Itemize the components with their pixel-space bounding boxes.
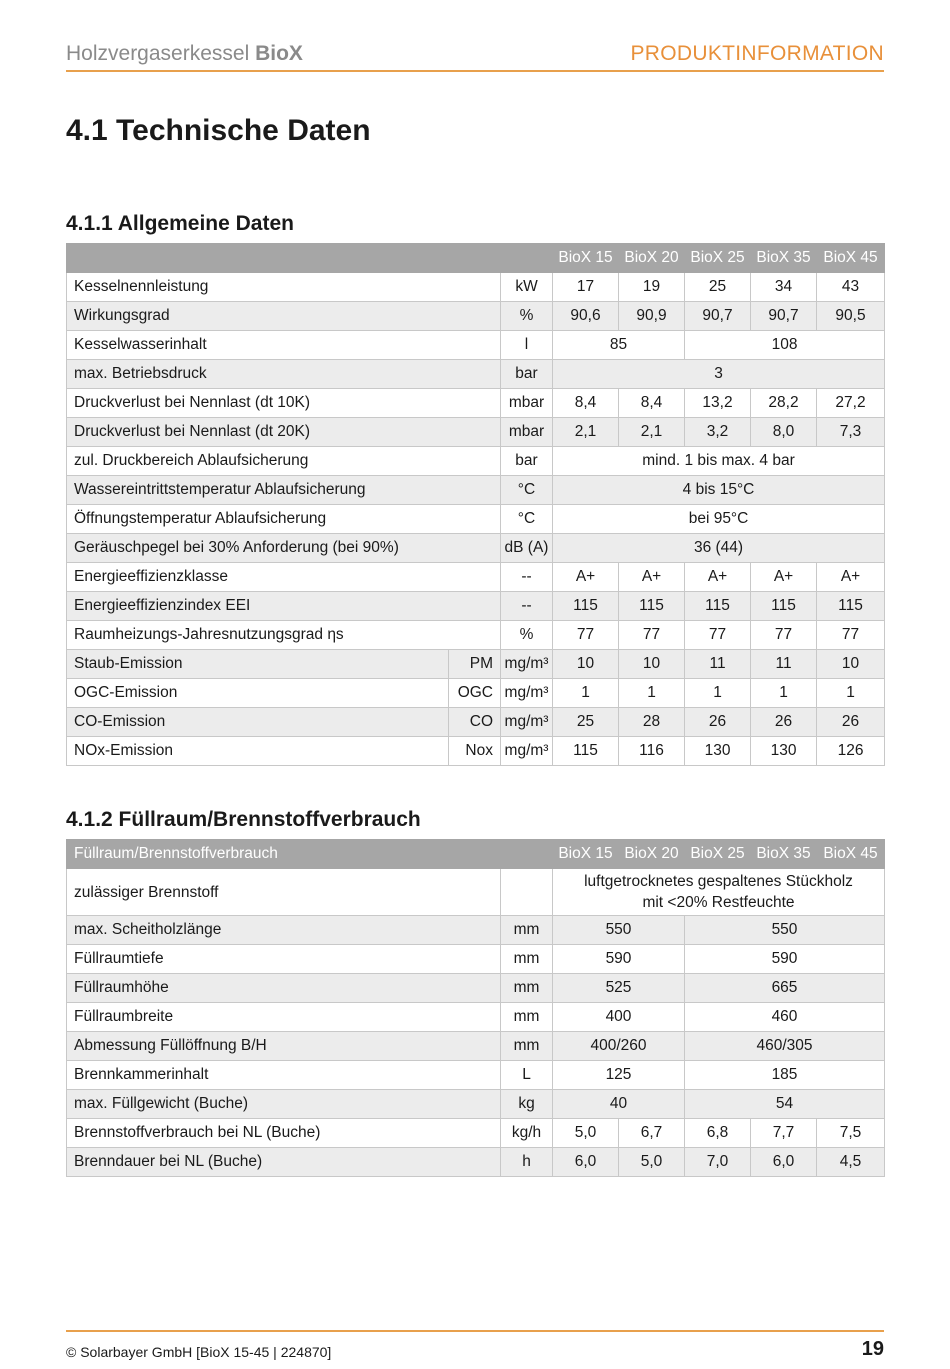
value-cell: 43 — [817, 273, 885, 302]
value-cell: 90,6 — [553, 302, 619, 331]
table-row — [67, 621, 885, 650]
value-cell: 460/305 — [685, 1032, 885, 1061]
table-row — [67, 974, 885, 1003]
model-header: BioX 20 — [619, 244, 685, 273]
row-unit: -- — [501, 563, 553, 592]
value-cell: 3,2 — [685, 418, 751, 447]
value-cell: 13,2 — [685, 389, 751, 418]
table-row — [67, 1119, 885, 1148]
value-cell: 77 — [751, 621, 817, 650]
row-unit: mg/m³ — [501, 679, 553, 708]
row-unit: mbar — [501, 389, 553, 418]
value-cell: 460 — [685, 1003, 885, 1032]
value-cell: 665 — [685, 974, 885, 1003]
model-header: BioX 25 — [685, 244, 751, 273]
value-cell: 115 — [751, 592, 817, 621]
value-cell: 6,8 — [685, 1119, 751, 1148]
table-title: Füllraum/Brennstoffverbrauch — [67, 840, 553, 869]
row-unit: mg/m³ — [501, 708, 553, 737]
row-label: CO-Emission — [67, 708, 449, 737]
value-cell: 130 — [751, 737, 817, 766]
value-cell: 27,2 — [817, 389, 885, 418]
table-row — [67, 869, 885, 916]
footer-copyright: © Solarbayer GmbH [BioX 15-45 | 224870] — [66, 1344, 332, 1360]
table-row — [67, 476, 885, 505]
fuel-line-2: mit <20% Restfeuchte — [642, 894, 795, 911]
row-sublabel: Nox — [449, 737, 501, 766]
row-unit: mm — [501, 1032, 553, 1061]
table-row — [67, 302, 885, 331]
value-cell: 7,5 — [817, 1119, 885, 1148]
value-cell: 130 — [685, 737, 751, 766]
table-row — [67, 360, 885, 389]
table-row — [67, 708, 885, 737]
page-number: 19 — [861, 1338, 884, 1360]
table-row — [67, 1061, 885, 1090]
page-header — [66, 42, 884, 72]
value-cell: 77 — [685, 621, 751, 650]
row-label: max. Betriebsdruck — [67, 360, 501, 389]
table-row — [67, 563, 885, 592]
value-cell: 525 — [553, 974, 685, 1003]
value-cell: 8,4 — [619, 389, 685, 418]
product-name: BioX — [255, 42, 303, 65]
value-cell: 11 — [751, 650, 817, 679]
value-cell: 115 — [619, 592, 685, 621]
row-unit: bar — [501, 447, 553, 476]
value-cell: 185 — [685, 1061, 885, 1090]
row-unit: kW — [501, 273, 553, 302]
value-cell: 7,0 — [685, 1148, 751, 1177]
table-row — [67, 331, 885, 360]
value-cell: 6,0 — [553, 1148, 619, 1177]
model-header: BioX 45 — [817, 840, 885, 869]
table-row — [67, 737, 885, 766]
value-cell: 10 — [619, 650, 685, 679]
value-cell: 1 — [553, 679, 619, 708]
model-header: BioX 35 — [751, 840, 817, 869]
table-row — [67, 505, 885, 534]
row-sublabel: OGC — [449, 679, 501, 708]
value-cell: 85 — [553, 331, 685, 360]
row-label: zulässiger Brennstoff — [67, 869, 501, 916]
row-unit: °C — [501, 505, 553, 534]
row-label: max. Scheitholzlänge — [67, 916, 501, 945]
value-cell: 19 — [619, 273, 685, 302]
heading-fuellraum: 4.1.2 Füllraum/Brennstoffverbrauch — [66, 808, 421, 831]
value-cell: 4,5 — [817, 1148, 885, 1177]
page-title: 4.1 Technische Daten — [66, 114, 371, 147]
row-unit: L — [501, 1061, 553, 1090]
value-cell: 550 — [553, 916, 685, 945]
value-cell: 90,5 — [817, 302, 885, 331]
value-cell: 77 — [817, 621, 885, 650]
value-cell: 590 — [685, 945, 885, 974]
row-label: Füllraumtiefe — [67, 945, 501, 974]
value-cell: 28 — [619, 708, 685, 737]
value-cell: 590 — [553, 945, 685, 974]
table-row — [67, 534, 885, 563]
row-label: Wirkungsgrad — [67, 302, 501, 331]
row-unit — [501, 869, 553, 916]
row-unit: l — [501, 331, 553, 360]
value-cell: 126 — [817, 737, 885, 766]
value-cell: 115 — [817, 592, 885, 621]
row-unit: kg — [501, 1090, 553, 1119]
value-cell: 10 — [553, 650, 619, 679]
value-cell: 11 — [685, 650, 751, 679]
value-cell: 115 — [685, 592, 751, 621]
row-unit: dB (A) — [501, 534, 553, 563]
value-cell: 5,0 — [619, 1148, 685, 1177]
table-row — [67, 389, 885, 418]
value-cell: 40 — [553, 1090, 685, 1119]
row-label: Abmessung Füllöffnung B/H — [67, 1032, 501, 1061]
value-cell: 7,3 — [817, 418, 885, 447]
value-cell: 2,1 — [619, 418, 685, 447]
value-cell: 90,7 — [685, 302, 751, 331]
value-cell: 1 — [619, 679, 685, 708]
row-label: Druckverlust bei Nennlast (dt 20K) — [67, 418, 501, 447]
value-cell: 26 — [751, 708, 817, 737]
row-label: OGC-Emission — [67, 679, 449, 708]
row-label: Geräuschpegel bei 30% Anforderung (bei 90%) — [67, 534, 501, 563]
value-cell: A+ — [619, 563, 685, 592]
row-label: Energieeffizienzklasse — [67, 563, 501, 592]
table-row — [67, 592, 885, 621]
value-cell: mind. 1 bis max. 4 bar — [553, 447, 885, 476]
row-sublabel: PM — [449, 650, 501, 679]
value-cell: bei 95°C — [553, 505, 885, 534]
table-row — [67, 273, 885, 302]
table-fuellraum — [66, 839, 885, 1177]
value-cell: 25 — [685, 273, 751, 302]
row-label: Kesselnennleistung — [67, 273, 501, 302]
value-cell: 36 (44) — [553, 534, 885, 563]
header-blank — [67, 244, 553, 273]
row-label: Brennstoffverbrauch bei NL (Buche) — [67, 1119, 501, 1148]
model-header: BioX 15 — [553, 244, 619, 273]
row-label: Energieeffizienzindex EEI — [67, 592, 501, 621]
value-cell: 4 bis 15°C — [553, 476, 885, 505]
row-label: Kesselwasserinhalt — [67, 331, 501, 360]
value-cell: 10 — [817, 650, 885, 679]
value-cell: 8,0 — [751, 418, 817, 447]
value-cell — [553, 869, 885, 916]
value-cell: 6,7 — [619, 1119, 685, 1148]
row-unit: mg/m³ — [501, 650, 553, 679]
model-header: BioX 45 — [817, 244, 885, 273]
table-allgemeine-daten — [66, 243, 885, 766]
row-unit: mm — [501, 974, 553, 1003]
value-cell: 400/260 — [553, 1032, 685, 1061]
row-unit: mbar — [501, 418, 553, 447]
table-row — [67, 945, 885, 974]
value-cell: 116 — [619, 737, 685, 766]
value-cell: 77 — [553, 621, 619, 650]
value-cell: A+ — [553, 563, 619, 592]
row-unit: bar — [501, 360, 553, 389]
value-cell: 5,0 — [553, 1119, 619, 1148]
heading-allgemeine-daten: 4.1.1 Allgemeine Daten — [66, 212, 294, 235]
table-header-row — [67, 840, 885, 869]
value-cell: 7,7 — [751, 1119, 817, 1148]
value-cell: 125 — [553, 1061, 685, 1090]
table-row — [67, 1003, 885, 1032]
table-row — [67, 418, 885, 447]
row-label: Füllraumbreite — [67, 1003, 501, 1032]
table-row — [67, 1090, 885, 1119]
value-cell: 26 — [817, 708, 885, 737]
document-title: Holzvergaserkessel BioX — [66, 42, 303, 65]
value-cell: 3 — [553, 360, 885, 389]
footer-divider — [66, 1330, 884, 1332]
value-cell: 90,9 — [619, 302, 685, 331]
table-row — [67, 650, 885, 679]
value-cell: 550 — [685, 916, 885, 945]
value-cell: A+ — [685, 563, 751, 592]
table-header-row — [67, 244, 885, 273]
value-cell: 54 — [685, 1090, 885, 1119]
row-unit: mm — [501, 916, 553, 945]
model-header: BioX 35 — [751, 244, 817, 273]
value-cell: 34 — [751, 273, 817, 302]
row-label: Füllraumhöhe — [67, 974, 501, 1003]
table-row — [67, 1148, 885, 1177]
value-cell: 26 — [685, 708, 751, 737]
value-cell: 77 — [619, 621, 685, 650]
table-row — [67, 679, 885, 708]
value-cell: 8,4 — [553, 389, 619, 418]
row-unit: -- — [501, 592, 553, 621]
row-label: zul. Druckbereich Ablaufsicherung — [67, 447, 501, 476]
value-cell: 115 — [553, 592, 619, 621]
value-cell: 1 — [751, 679, 817, 708]
table-row — [67, 916, 885, 945]
row-unit: mg/m³ — [501, 737, 553, 766]
value-cell: 25 — [553, 708, 619, 737]
row-unit: % — [501, 302, 553, 331]
fuel-line-1: luftgetrocknetes gespaltenes Stückholz — [584, 873, 853, 890]
row-sublabel: CO — [449, 708, 501, 737]
value-cell: 17 — [553, 273, 619, 302]
table-row — [67, 1032, 885, 1061]
row-unit: mm — [501, 945, 553, 974]
value-cell: 1 — [685, 679, 751, 708]
model-header: BioX 20 — [619, 840, 685, 869]
value-cell: A+ — [751, 563, 817, 592]
section-label: PRODUKTINFORMATION — [630, 42, 884, 65]
value-cell: 1 — [817, 679, 885, 708]
row-label: Druckverlust bei Nennlast (dt 10K) — [67, 389, 501, 418]
row-label: max. Füllgewicht (Buche) — [67, 1090, 501, 1119]
row-label: Brennkammerinhalt — [67, 1061, 501, 1090]
value-cell: 400 — [553, 1003, 685, 1032]
model-header: BioX 15 — [553, 840, 619, 869]
row-label: Öffnungstemperatur Ablaufsicherung — [67, 505, 501, 534]
value-cell: 6,0 — [751, 1148, 817, 1177]
table-row — [67, 447, 885, 476]
value-cell: 115 — [553, 737, 619, 766]
model-header: BioX 25 — [685, 840, 751, 869]
row-unit: % — [501, 621, 553, 650]
row-label: Brenndauer bei NL (Buche) — [67, 1148, 501, 1177]
value-cell: 108 — [685, 331, 885, 360]
row-unit: kg/h — [501, 1119, 553, 1148]
row-unit: mm — [501, 1003, 553, 1032]
row-label: Raumheizungs-Jahresnutzungsgrad ηs — [67, 621, 501, 650]
value-cell: 90,7 — [751, 302, 817, 331]
row-unit: h — [501, 1148, 553, 1177]
value-cell: A+ — [817, 563, 885, 592]
row-label: Wassereintrittstemperatur Ablaufsicherung — [67, 476, 501, 505]
row-unit: °C — [501, 476, 553, 505]
row-label: Staub-Emission — [67, 650, 449, 679]
row-label: NOx-Emission — [67, 737, 449, 766]
value-cell: 2,1 — [553, 418, 619, 447]
value-cell: 28,2 — [751, 389, 817, 418]
